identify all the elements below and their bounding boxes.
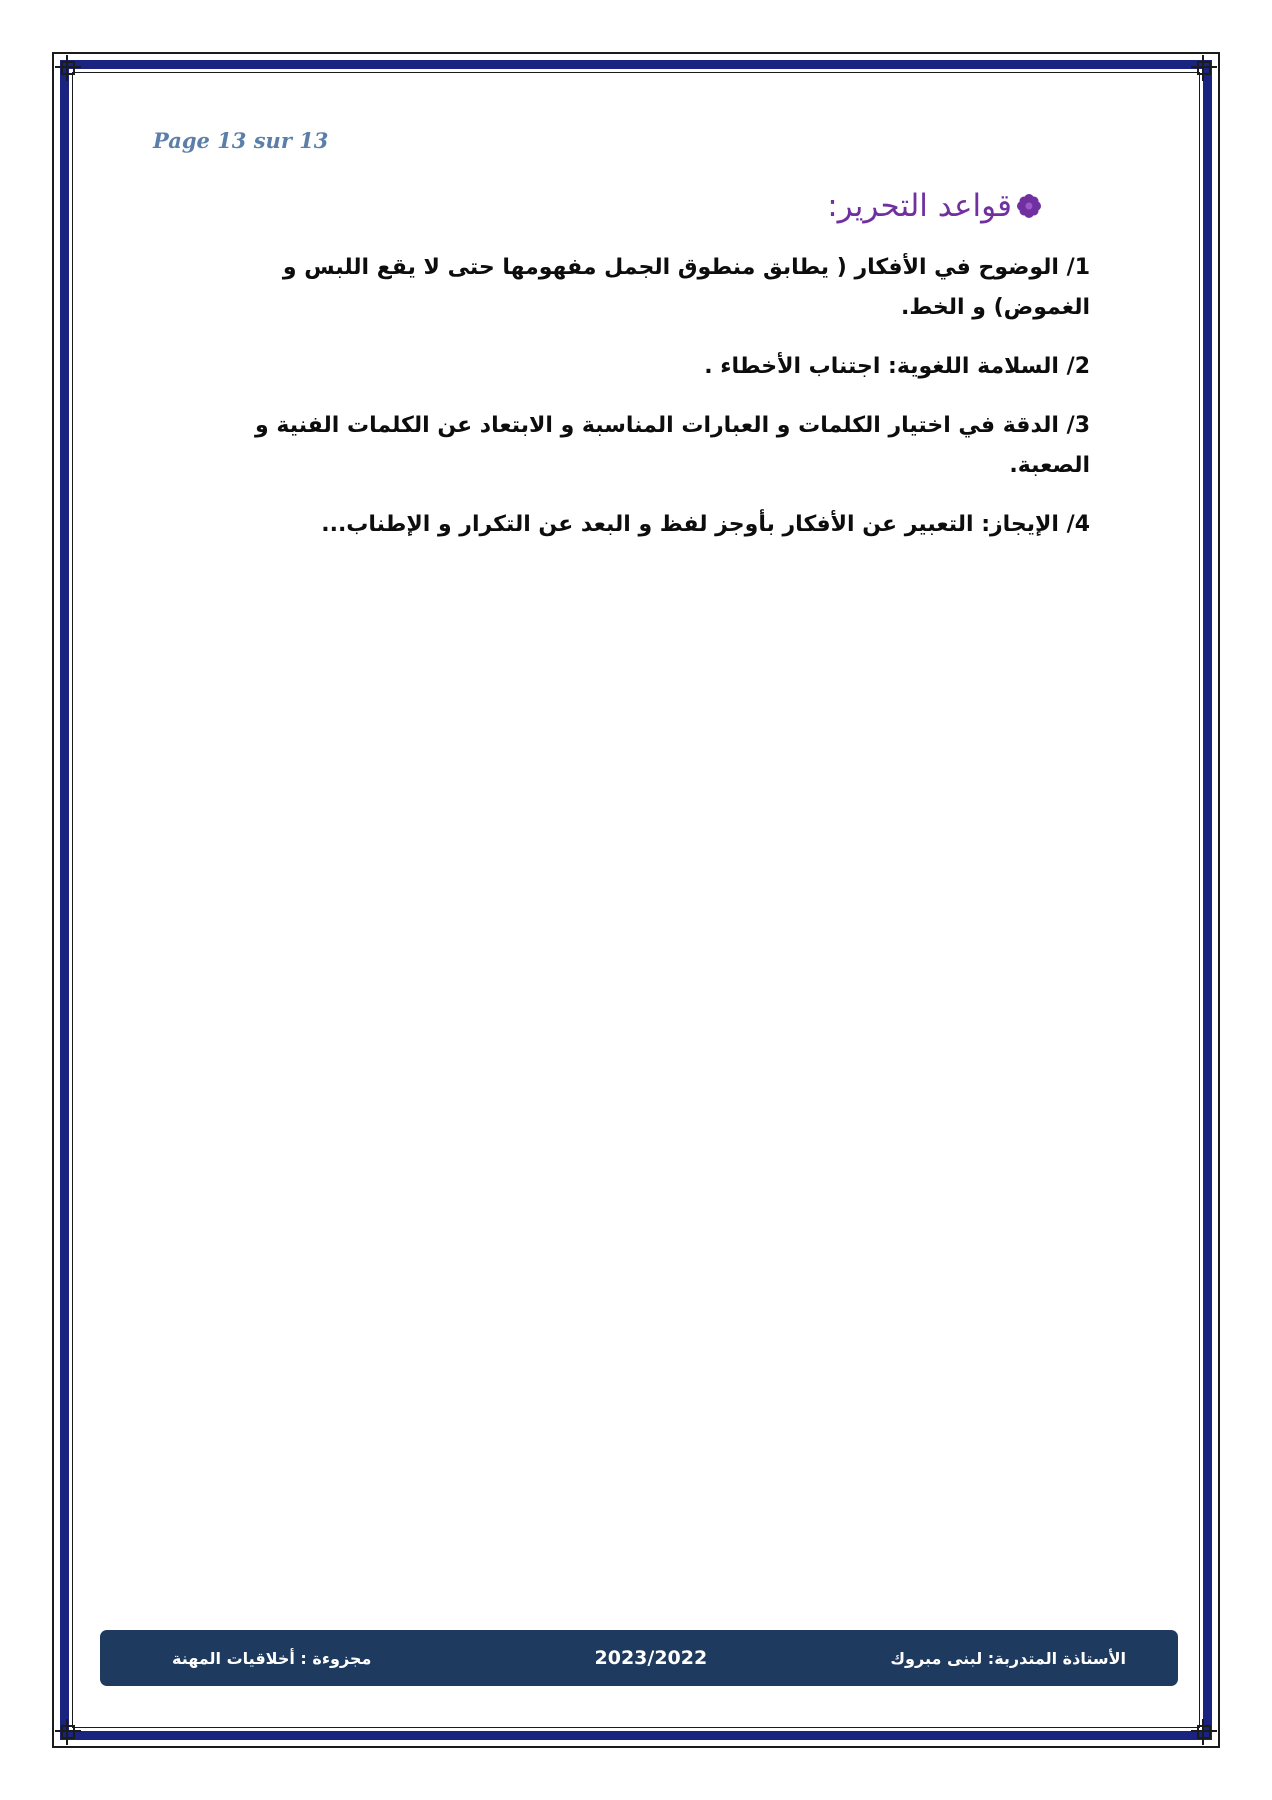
rule-item: [190, 347, 1090, 387]
corner-ornament-icon: [1191, 55, 1217, 81]
rule-item: [190, 505, 1090, 545]
rule-number: 3/: [1066, 413, 1090, 438]
rule-text: الدقة في اختيار الكلمات و العبارات المناسبة و الابتعاد عن الكلمات الفنية و الصعبة.: [255, 413, 1090, 478]
rule-text: السلامة اللغوية: اجتناب الأخطاء .: [704, 354, 1067, 379]
corner-ornament-icon: [55, 55, 81, 81]
rule-number: 1/: [1066, 255, 1090, 280]
corner-ornament-icon: [55, 1719, 81, 1745]
rule-number: 2/: [1066, 354, 1090, 379]
rule-item: [190, 248, 1090, 328]
page-number: Page 13 sur 13: [153, 128, 329, 153]
section-title-text: قواعد التحرير:: [827, 188, 1012, 224]
rule-text: الوضوح في الأفكار ( يطابق منطوق الجمل مفهومها حتى لا يقع اللبس و الغموض) و الخط.: [282, 255, 1090, 320]
flower-icon: [1016, 193, 1042, 219]
corner-ornament-icon: [1191, 1719, 1217, 1745]
rule-item: [190, 406, 1090, 486]
footer-subject: مجزوءة : أخلاقيات المهنة: [172, 1648, 372, 1668]
rule-text: الإيجاز: التعبير عن الأفكار بأوجز لفظ و البعد عن التكرار و الإطناب...: [321, 512, 1067, 537]
footer-year: 2023/2022: [594, 1647, 708, 1669]
footer-teacher: الأستاذة المتدربة: لبنى مبروك: [890, 1648, 1126, 1668]
section-title: [190, 186, 1042, 226]
footer-bar: [100, 1630, 1178, 1686]
rule-number: 4/: [1066, 512, 1090, 537]
document-body: [190, 186, 1090, 564]
